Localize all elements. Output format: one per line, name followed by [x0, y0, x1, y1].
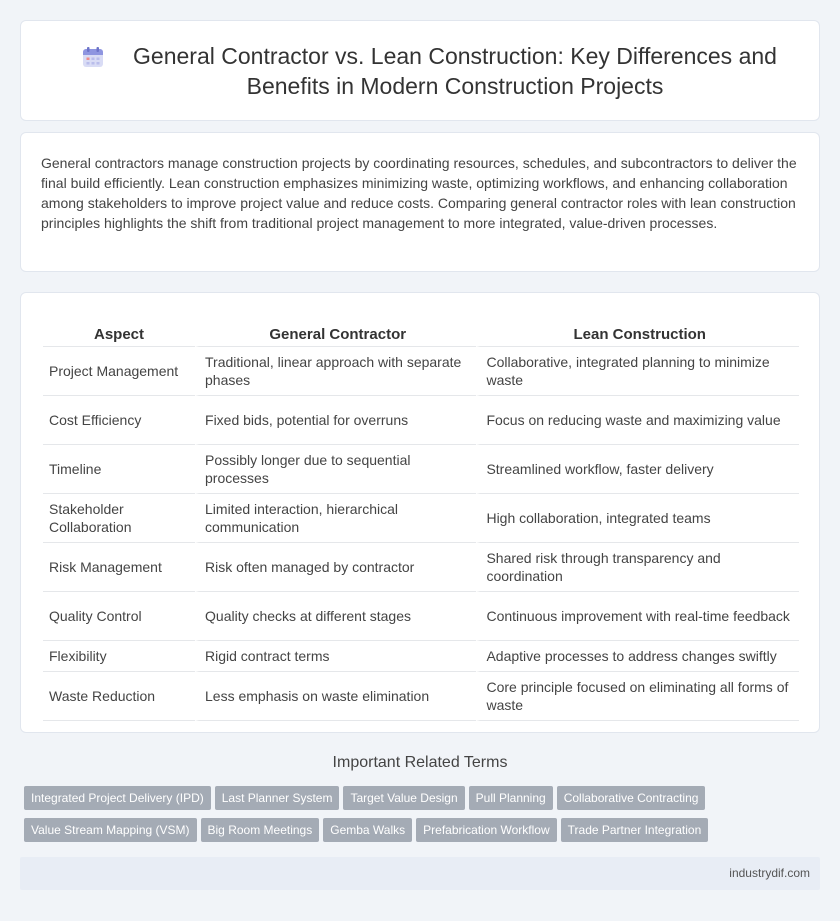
- general-contractor-cell: Limited interaction, hierarchical communication: [195, 494, 476, 543]
- title-card: [20, 20, 820, 121]
- general-contractor-cell: Risk often managed by contractor: [195, 543, 476, 592]
- table-row: [43, 396, 799, 445]
- intro-card: [20, 132, 820, 272]
- general-contractor-cell: Less emphasis on waste elimination: [195, 672, 476, 721]
- lean-construction-cell: Continuous improvement with real-time feedback: [476, 592, 799, 641]
- general-contractor-cell: Possibly longer due to sequential processes: [195, 445, 476, 494]
- related-term-tag[interactable]: Target Value Design: [343, 786, 464, 810]
- table-row: [43, 445, 799, 494]
- table-row: [43, 347, 799, 396]
- aspect-cell: Quality Control: [43, 592, 195, 641]
- lean-construction-cell: Shared risk through transparency and coordination: [476, 543, 799, 592]
- related-terms-list: [24, 786, 824, 850]
- related-term-tag[interactable]: Big Room Meetings: [201, 818, 320, 842]
- table-header-row: [43, 307, 799, 347]
- lean-construction-cell: Collaborative, integrated planning to minimize waste: [476, 347, 799, 396]
- related-term-tag[interactable]: Collaborative Contracting: [557, 786, 706, 810]
- general-contractor-cell: Fixed bids, potential for overruns: [195, 396, 476, 445]
- footer-site-link[interactable]: industrydif.com: [729, 866, 810, 880]
- general-contractor-cell: Quality checks at different stages: [195, 592, 476, 641]
- related-term-tag[interactable]: Trade Partner Integration: [561, 818, 709, 842]
- aspect-cell: Timeline: [43, 445, 195, 494]
- aspect-cell: Flexibility: [43, 641, 195, 672]
- header-general-contractor: General Contractor: [195, 307, 476, 347]
- calendar-icon: [81, 45, 105, 69]
- page-title: General Contractor vs. Lean Construction: Key Differences and Benefits in Modern Construction Projects: [133, 42, 777, 99]
- header-aspect: Aspect: [43, 307, 195, 347]
- general-contractor-cell: Traditional, linear approach with separate phases: [195, 347, 476, 396]
- lean-construction-cell: Adaptive processes to address changes swiftly: [476, 641, 799, 672]
- table-row: [43, 543, 799, 592]
- related-term-tag[interactable]: Gemba Walks: [323, 818, 412, 842]
- comparison-card: [20, 292, 820, 733]
- table-row: [43, 592, 799, 641]
- general-contractor-cell: Rigid contract terms: [195, 641, 476, 672]
- related-term-tag[interactable]: Pull Planning: [469, 786, 553, 810]
- related-term-tag[interactable]: Last Planner System: [215, 786, 340, 810]
- intro-paragraph: General contractors manage construction projects by coordinating resources, schedules, and subcontractors to deliver the final build efficiently. Lean construction emphasizes minimizing waste, optimizing workflows, and enhancing collaboration among stakeholders to improve project value and reduce costs. Comparing general contractor roles with lean construction principles highlights the shift from traditional project management to more integrated, value-driven processes.: [41, 155, 797, 231]
- aspect-cell: Risk Management: [43, 543, 195, 592]
- table-row: [43, 641, 799, 672]
- related-term-tag[interactable]: Prefabrication Workflow: [416, 818, 557, 842]
- related-term-tag[interactable]: Integrated Project Delivery (IPD): [24, 786, 211, 810]
- comparison-table: [43, 307, 799, 721]
- lean-construction-cell: High collaboration, integrated teams: [476, 494, 799, 543]
- lean-construction-cell: Streamlined workflow, faster delivery: [476, 445, 799, 494]
- aspect-cell: Waste Reduction: [43, 672, 195, 721]
- footer: [20, 857, 820, 890]
- header-lean-construction: Lean Construction: [476, 307, 799, 347]
- aspect-cell: Project Management: [43, 347, 195, 396]
- table-row: [43, 672, 799, 721]
- aspect-cell: Stakeholder Collaboration: [43, 494, 195, 543]
- lean-construction-cell: Core principle focused on eliminating all forms of waste: [476, 672, 799, 721]
- aspect-cell: Cost Efficiency: [43, 396, 195, 445]
- lean-construction-cell: Focus on reducing waste and maximizing value: [476, 396, 799, 445]
- related-term-tag[interactable]: Value Stream Mapping (VSM): [24, 818, 197, 842]
- table-row: [43, 494, 799, 543]
- related-terms-title: Important Related Terms: [332, 754, 508, 771]
